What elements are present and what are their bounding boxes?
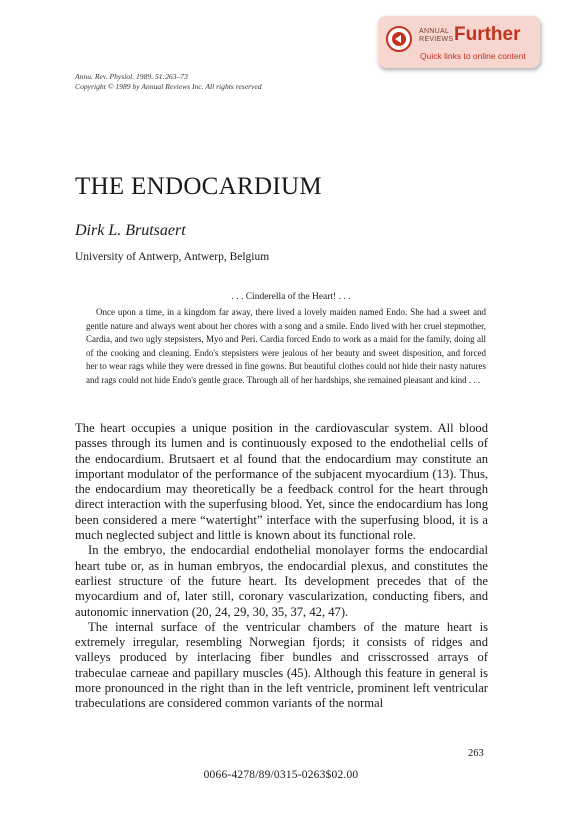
citation-journal: Annu. Rev. Physiol. 1989. 51:263–73 (75, 72, 188, 81)
page-number: 263 (468, 748, 484, 759)
annual-reviews-further-badge[interactable] (378, 16, 540, 68)
body-paragraph: The heart occupies a unique position in the cardiovascular system. All blood passes through its lumen and is continuously exposed to the endothelial cells of the endocardium. Brutsaert et al found that the endocardium may constitute an important modulator of the performance of the subjacent myocardium (13). Thus, the endocardium may theoretically be a feedback control for the heart through direct interaction with the superfusing blood. Yet, since the endocardium has long been considered a mere “watertight” interface with the superfusing blood, it is a much neglected subject and little is known about its functional role. (75, 421, 488, 543)
annual-reviews-logo-text: ANNUAL REVIEWS (419, 28, 454, 43)
body-paragraph: The internal surface of the ventricular chambers of the mature heart is extremely irregular, resembling Norwegian fjords; it consists of ridges and valleys produced by interlacing fiber bundles and crisscrossed arrays of trabeculae carneae and papillary muscles (45). Although this feature in general is more pronounced in the right than in the left ventricle, prominent left ventricular trabeculations are considered common variants of the normal (75, 619, 488, 711)
play-icon (386, 26, 412, 52)
citation (75, 72, 262, 92)
further-label: Further (454, 24, 521, 45)
article-title: THE ENDOCARDIUM (75, 173, 322, 200)
body-paragraph: In the embryo, the endocardial endothelial monolayer forms the endocardial heart tube or, as in human embryos, the endocardial plexus, and constitutes the earliest structure of the future heart. Its development precedes that of the myocardium and of, later still, coronary vascularization, conducting fibers, and autonomic innervation (20, 24, 29, 30, 35, 37, 42, 47). (75, 543, 488, 619)
author-affiliation: University of Antwerp, Antwerp, Belgium (75, 251, 270, 263)
document-code: 0066-4278/89/0315-0263$02.00 (203, 769, 359, 781)
citation-copyright: Copyright © 1989 by Annual Reviews Inc. All rights reserved (75, 82, 262, 91)
further-subtitle: Quick links to online content (420, 51, 526, 61)
body-text (75, 421, 488, 712)
epigraph-heading: . . . Cinderella of the Heart! . . . (231, 292, 351, 302)
author-name: Dirk L. Brutsaert (75, 222, 186, 239)
epigraph-text: Once upon a time, in a kingdom far away, there lived a lovely maiden named Endo. She had a sweet and gentle nature and always went about her chores with a song and a smile. Endo lived with her cruel stepmother, Cardia, and two ugly stepsisters, Myo and Peri. Cardia forced Endo to work as a maid for the family, doing all of the cooking and cleaning. Endo's stepsisters were jealous of her beauty and sweet disposition, and forced her to wear rags while they were dressed in fine gowns. But beautiful clothes could not hide their nasty natures and rags could not hide Endo's gentle grace. Through all of her hardships, she remained pleasant and kind . . . (86, 307, 486, 385)
